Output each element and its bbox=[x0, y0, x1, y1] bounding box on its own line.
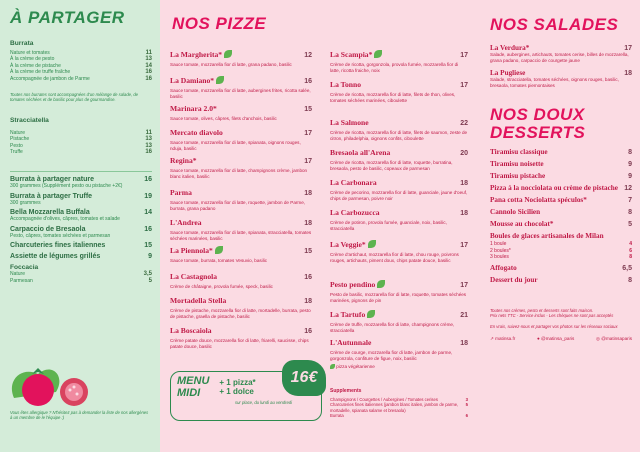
supplements bbox=[330, 388, 468, 419]
pizza-name: La Tonno bbox=[330, 80, 362, 89]
dessert-price: 8 bbox=[628, 276, 632, 284]
dessert-item bbox=[490, 196, 632, 204]
pizza-price: 18 bbox=[460, 180, 468, 187]
pizza-desc: Crème de courge, mozzarella fior di latte, jambon de parme, gorgonzola, confiture de figue, noix, basilic bbox=[330, 350, 453, 361]
pizza-desc: Crème patate douce, mozzarella fior di latte, friarelli, saucisse, chips patate douce, basilic bbox=[170, 338, 309, 349]
pizza-desc: Sauce tomate, mozzarella fior di latte, roquette, jambon de Parme, burrata, grana padano bbox=[170, 200, 306, 211]
pizza-item bbox=[170, 122, 312, 151]
menu-line-price: 14 bbox=[145, 62, 152, 69]
pizza-desc: Crème d'artichaut, mozzarella fior di latte, chou rouge, poivrons rouges, artichauts, piment doux, chips patate douce, basilic bbox=[330, 252, 459, 263]
pizza-desc: Crème de ricotta, mozzarella fior di latte, filets de thon, olives, tomates séchées marinées, ciboulette bbox=[330, 92, 456, 103]
sharing-item bbox=[10, 253, 152, 260]
pizza-name-wrap bbox=[330, 332, 371, 350]
supplement-label: Champignons / Courgettes / Aubergines / Tomates cerises bbox=[330, 397, 438, 402]
sharing-item-name: Charcuteries fines italiennes bbox=[10, 242, 106, 250]
menu-line-label: Parmesan bbox=[10, 277, 33, 284]
menu-line-label: Truffe bbox=[10, 149, 23, 156]
pizza-item bbox=[170, 44, 312, 68]
sharing-item-head bbox=[10, 226, 152, 233]
sharing-item-name: Carpaccio de Bresaola bbox=[10, 225, 86, 233]
pizza-name-wrap bbox=[330, 112, 369, 130]
pizza-item bbox=[330, 304, 468, 333]
pizza-price: 22 bbox=[460, 120, 468, 127]
supplement-line bbox=[330, 413, 468, 418]
dessert-name: Mousse au chocolat* bbox=[490, 220, 554, 229]
pizza-name: La Tartufo bbox=[330, 310, 366, 319]
pizza-head bbox=[330, 44, 468, 62]
right-column bbox=[478, 0, 640, 452]
pizza-head bbox=[330, 304, 468, 322]
website-label: matinsa.fr bbox=[495, 335, 516, 341]
pizza-price: 17 bbox=[460, 242, 468, 249]
leaf-icon bbox=[368, 240, 376, 248]
menu-midi-price-badge: 16€ bbox=[282, 360, 326, 396]
sharing-item bbox=[10, 226, 152, 239]
sharing-item-head bbox=[10, 253, 152, 260]
salad-list bbox=[490, 44, 632, 88]
pizza-item bbox=[170, 98, 312, 122]
supplement-price: 5 bbox=[465, 402, 468, 408]
pizza-head bbox=[170, 44, 312, 62]
pizza-price: 17 bbox=[304, 158, 312, 165]
pizza-head bbox=[170, 122, 312, 140]
dessert-price: 12 bbox=[624, 185, 632, 193]
dessert-tail-list bbox=[490, 264, 632, 284]
pizza-item bbox=[330, 142, 468, 171]
sharing-item bbox=[10, 176, 152, 189]
pizza-price: 16 bbox=[304, 328, 312, 335]
pizza-price: 18 bbox=[304, 220, 312, 227]
supplement-price: 6 bbox=[465, 413, 468, 419]
pizza-name: La Margherita* bbox=[170, 50, 223, 59]
pizza-head bbox=[170, 290, 312, 308]
leaf-icon bbox=[330, 364, 335, 369]
pizza-head bbox=[170, 150, 312, 168]
menu-line-label: Pistache bbox=[10, 136, 30, 143]
pizza-name-wrap bbox=[330, 304, 375, 322]
salad-price: 17 bbox=[624, 45, 632, 52]
veg-legend-label: pizza végétarienne bbox=[336, 364, 375, 369]
pizza-desc: Sauce tomate, burrata, tomates Vesuvio, basilic bbox=[170, 258, 268, 263]
supplements-title: Supplements bbox=[330, 388, 362, 394]
pizza-name-wrap bbox=[170, 44, 232, 62]
menu-line-price: 13 bbox=[145, 142, 152, 149]
pizza-head bbox=[330, 172, 468, 190]
pizza-name: La Carbozucca bbox=[330, 208, 380, 217]
pizza-name-wrap bbox=[330, 142, 390, 160]
pizza-item bbox=[170, 182, 312, 211]
sharing-item-name: Bella Mozzarella Buffala bbox=[10, 209, 90, 217]
instagram-label: @matinsaparis bbox=[601, 335, 632, 341]
pizza-price: 21 bbox=[460, 312, 468, 319]
sharing-item-head bbox=[10, 209, 152, 216]
sharing-item-desc: Pesto, câpres, tomates séchées et parmesan bbox=[10, 232, 111, 239]
pizza-item bbox=[170, 240, 312, 264]
menu-line-label: Accompagnée de jambon de Parme bbox=[10, 75, 90, 82]
menu-line-label: Pesto bbox=[10, 142, 23, 149]
pizza-price: 20 bbox=[460, 150, 468, 157]
supplement-line bbox=[330, 402, 468, 413]
salad-desc: Salade, aubergines, artichauts, tomates cerise, billes de mozzarella, grana padano, carpaccio de courgette jaune bbox=[490, 52, 629, 63]
pizza-name: La Salmone bbox=[330, 118, 369, 127]
dessert-item bbox=[490, 220, 632, 228]
share-note: En vrais, suivez-nous et partager vos photos sur les réseaux sociaux bbox=[490, 324, 618, 330]
pizza-item bbox=[170, 150, 312, 179]
sharing-item-name: Burrata à partager Truffe bbox=[10, 192, 93, 200]
menu-line-price: 13 bbox=[145, 56, 152, 63]
instagram-link[interactable]: ◎ @matinsaparis bbox=[595, 335, 632, 341]
pizza-desc: Sauce tomate, mozzarella fior di latte, spianata, oignons rouges, nduja, basilic bbox=[170, 140, 301, 151]
boule-price: 8 bbox=[629, 254, 632, 261]
pizza-name: La Veggie* bbox=[330, 240, 366, 249]
menu-line-price: 3,5 bbox=[143, 271, 152, 278]
sharing-item-price: 15 bbox=[144, 242, 152, 250]
pizza-name-wrap bbox=[330, 44, 382, 62]
pizza-head bbox=[330, 112, 468, 130]
social-links bbox=[490, 336, 632, 342]
pizza-name: Bresaola all'Arena bbox=[330, 148, 391, 157]
sharing-list bbox=[10, 176, 152, 260]
dessert-item bbox=[490, 264, 632, 272]
menu-midi-dolce: + 1 dolce bbox=[219, 387, 254, 396]
pizza-price: 17 bbox=[460, 282, 468, 289]
menu-line-label: À la crème de truffe fraîche bbox=[10, 69, 71, 76]
sharing-item-desc: Accompagnée d'olives, câpres, tomates et salade bbox=[10, 216, 120, 223]
section-title-desserts-2: DESSERTS bbox=[490, 123, 586, 143]
pizza-price: 15 bbox=[304, 248, 312, 255]
boules-head bbox=[490, 232, 632, 240]
sharing-item-price: 16 bbox=[144, 225, 152, 233]
boules-list bbox=[490, 241, 632, 260]
sharing-item bbox=[10, 193, 152, 206]
pizza-desc: Sauce tomate, olives, câpres, filets d'anchois, basilic bbox=[170, 116, 277, 121]
dessert-name: Pana cotta Nociolatta spéculos* bbox=[490, 196, 587, 205]
pizza-item bbox=[330, 332, 468, 361]
sharing-item-desc: 300 grammes (Supplément pesto ou pistache +2€) bbox=[10, 183, 123, 190]
menu-line-label: Nature bbox=[10, 271, 26, 278]
tomato-illustration bbox=[4, 360, 114, 408]
boule-label: 1 boule bbox=[490, 241, 507, 248]
supplements-list bbox=[330, 397, 468, 419]
pizza-desc: Crème de truffe, mozzarella fior di latte, champignons crème, stracciatella bbox=[330, 322, 455, 333]
pizza-item bbox=[170, 70, 312, 99]
supplement-label: Charcuteries fines italiennes (jambon blanc italien, jambon de parme, mortadelle, spianata salame et bresaola) bbox=[330, 402, 459, 413]
pizza-desc: Crème de ricotta, gorgonzola, provola fumée, mozzarella fior di latte, ricotta fraiche, noix bbox=[330, 62, 459, 73]
pizza-price: 17 bbox=[304, 130, 312, 137]
sharing-item-name: Burrata à partager nature bbox=[10, 176, 95, 184]
pizza-name-wrap bbox=[330, 202, 380, 220]
pizza-item bbox=[330, 172, 468, 201]
left-column bbox=[0, 0, 160, 452]
salad-head bbox=[490, 44, 632, 52]
boule-line bbox=[490, 254, 632, 260]
dessert-price: 9 bbox=[628, 173, 632, 181]
dessert-item bbox=[490, 160, 632, 168]
menu-line bbox=[10, 278, 152, 284]
pizza-name: L'Autunnale bbox=[330, 338, 372, 347]
salad-name: La Verdura* bbox=[490, 44, 530, 52]
pizza-name-wrap bbox=[170, 122, 223, 140]
pizza-name-wrap bbox=[170, 182, 192, 200]
dessert-price: 8 bbox=[628, 209, 632, 217]
pizza-head bbox=[330, 332, 468, 350]
pizza-name: Marinara 2.0* bbox=[170, 104, 217, 113]
burrata-list bbox=[10, 50, 152, 82]
menu-line-label: À la crème de pistache bbox=[10, 62, 61, 69]
menu-line-price: 11 bbox=[145, 129, 152, 136]
pizza-head bbox=[330, 274, 468, 292]
dessert-name: Tiramisu noisette bbox=[490, 160, 544, 169]
pizza-head bbox=[170, 212, 312, 230]
dessert-note-2: Prix nets TTC - Service inclus - Les chèques ne sont pas acceptés bbox=[490, 313, 614, 318]
salad-name: La Pugliese bbox=[490, 69, 526, 78]
pizza-name: La Scampia* bbox=[330, 50, 373, 59]
leaf-icon bbox=[216, 76, 224, 84]
pizza-head bbox=[170, 98, 312, 116]
boules-title: Boules de glaces artisanales de Milan bbox=[490, 232, 604, 241]
pizza-desc: Pesto de basilic, mozzarella fior di latte, roquette, tomates séchées marinées, pignons de pin bbox=[330, 292, 467, 303]
salad-desc: Salade, stracciatella, tomates séchées, oignons rouges, basilic, bresaola, tomates piemontaises bbox=[490, 77, 619, 88]
dessert-name: Tiramisu pistache bbox=[490, 172, 546, 181]
pizza-item bbox=[330, 202, 468, 231]
dessert-name: Pizza à la nocciolata ou crème de pistache bbox=[490, 184, 618, 193]
pizza-name-wrap bbox=[330, 234, 376, 252]
burrata-title: Burrata bbox=[10, 40, 34, 47]
pizza-item bbox=[330, 44, 468, 73]
pizza-item bbox=[170, 290, 312, 319]
website-link[interactable]: ↗ matinsa.fr bbox=[490, 335, 516, 341]
pizza-name: La Damiano* bbox=[170, 76, 215, 85]
sharing-item-head bbox=[10, 242, 152, 249]
pizza-name-wrap bbox=[170, 320, 212, 338]
dessert-name: Cannolo Sicilien bbox=[490, 208, 541, 217]
pizza-desc: Crème de châtaigne, provola fumée, speck, basilic bbox=[170, 284, 273, 289]
sharing-item-price: 9 bbox=[148, 253, 152, 261]
pizza-name: Regina* bbox=[170, 156, 197, 165]
pizza-name-wrap bbox=[170, 266, 217, 284]
divider bbox=[10, 171, 152, 172]
section-title-partager: À PARTAGER bbox=[10, 8, 125, 27]
section-title-pizze: NOS PIZZE bbox=[172, 14, 267, 33]
pizza-head bbox=[170, 182, 312, 200]
pizza-name-wrap bbox=[170, 212, 202, 230]
pizza-item bbox=[170, 212, 312, 241]
pizza-name: Mortadella Stella bbox=[170, 296, 227, 305]
dessert-item bbox=[490, 276, 632, 284]
pizza-name-wrap bbox=[170, 98, 217, 116]
pizza-head bbox=[330, 202, 468, 220]
menu-line-label: À la crème de pesto bbox=[10, 56, 55, 63]
pizza-name-wrap bbox=[170, 240, 223, 258]
pizza-name: L'Andrea bbox=[170, 218, 202, 227]
leaf-icon bbox=[224, 50, 232, 58]
sharing-item-name: Assiette de légumes grillés bbox=[10, 253, 101, 261]
pizza-desc: Crème de pecorino, mozzarella fior di latte, guanciale, jaune d'oeuf, chips de parmesan, poivre noir bbox=[330, 190, 468, 201]
sharing-item-head bbox=[10, 176, 152, 183]
burrata-note: Toutes nos burrates sont accompagnées d'un mélange de salade, de tomates séchées et de basilic pour plus de gourmandise. bbox=[10, 92, 138, 103]
pizza-name-wrap bbox=[330, 74, 361, 92]
pizza-name: Pesto pendino bbox=[330, 280, 376, 289]
pizza-price: 16 bbox=[304, 78, 312, 85]
pizza-head bbox=[170, 320, 312, 338]
menu-line-price: 16 bbox=[145, 69, 152, 76]
pizza-head bbox=[170, 240, 312, 258]
stracciatella-list bbox=[10, 130, 152, 156]
menu-line-price: 13 bbox=[145, 136, 152, 143]
pizza-name: Mercato diavolo bbox=[170, 128, 223, 137]
pizza-price: 18 bbox=[460, 210, 468, 217]
pizza-price: 18 bbox=[460, 340, 468, 347]
sharing-item bbox=[10, 209, 152, 222]
sharing-item-price: 14 bbox=[144, 209, 152, 217]
boule-label: 3 boules bbox=[490, 254, 509, 261]
pizza-desc: Crème de pistache, mozzarella fior di latte, mortadelle, burrata, pesto de pistache, graella de pistache, basilic bbox=[170, 308, 311, 319]
sharing-item-price: 16 bbox=[144, 176, 152, 184]
facebook-link[interactable]: ● @matinsa_paris bbox=[536, 335, 575, 341]
pizza-name: Parma bbox=[170, 188, 192, 197]
pizza-desc: Sauce tomate, mozzarella fior di latte, champignons crème, jambon blanc italien, basilic bbox=[170, 168, 308, 179]
pizza-name-wrap bbox=[330, 172, 377, 190]
salad-price: 18 bbox=[624, 70, 632, 78]
pizza-name: La Carbonara bbox=[330, 178, 377, 187]
menu-midi-title-2: MIDI bbox=[177, 387, 201, 399]
pizza-price: 18 bbox=[304, 190, 312, 197]
pizza-item bbox=[330, 74, 468, 103]
dessert-notes bbox=[490, 308, 632, 319]
section-title-desserts-1: NOS DOUX bbox=[490, 105, 585, 125]
pizza-item bbox=[330, 234, 468, 263]
leaf-icon bbox=[377, 280, 385, 288]
veg-legend bbox=[328, 364, 375, 369]
pizza-item bbox=[170, 266, 312, 290]
menu-line-price: 16 bbox=[145, 149, 152, 156]
menu-line-label: Nature et tomates bbox=[10, 50, 50, 56]
pizza-price: 18 bbox=[304, 298, 312, 305]
dessert-price: 9 bbox=[628, 161, 632, 169]
boule-price: 4 bbox=[629, 241, 632, 248]
dessert-price: 6,5 bbox=[622, 264, 632, 272]
pizza-name: La Boscaiola bbox=[170, 326, 212, 335]
dessert-price: 8 bbox=[628, 149, 632, 157]
sharing-item-desc: 300 grammes bbox=[10, 199, 41, 206]
pizza-desc: Sauce tomate, mozzarella fior di latte, grana padano, basilic bbox=[170, 62, 292, 67]
dessert-item bbox=[490, 172, 632, 180]
menu-line-price: 11 bbox=[145, 50, 152, 56]
menu-line bbox=[10, 149, 152, 155]
pizza-name: La Castagnola bbox=[170, 272, 218, 281]
menu-midi-sub: sur place, du lundi au vendredi bbox=[235, 400, 293, 405]
pizza-desc: Crème de potiron, provola fumée, guanciale, noix, basilic, stracciatella bbox=[330, 220, 447, 231]
salad-item bbox=[490, 69, 632, 88]
leaf-icon bbox=[374, 50, 382, 58]
supplement-price: 3 bbox=[465, 397, 468, 402]
dessert-item bbox=[490, 208, 632, 216]
focaccia-title: Foccacia bbox=[10, 264, 39, 272]
supplement-label: Burrata bbox=[330, 413, 344, 419]
dessert-name: Affogato bbox=[490, 263, 517, 272]
salad-head bbox=[490, 69, 632, 77]
pizza-head bbox=[330, 74, 468, 92]
pizza-head bbox=[330, 142, 468, 160]
section-title-salades: NOS SALADES bbox=[490, 15, 619, 34]
pizza-item bbox=[170, 320, 312, 349]
pizza-name-wrap bbox=[330, 274, 385, 292]
dessert-name: Tiramisu classique bbox=[490, 148, 548, 157]
dessert-price: 5 bbox=[628, 221, 632, 229]
pizza-item bbox=[330, 112, 468, 141]
sharing-item bbox=[10, 242, 152, 249]
pizza-price: 15 bbox=[304, 106, 312, 113]
pizza-price: 17 bbox=[460, 52, 468, 59]
stracciatella-title: Stracciatella bbox=[10, 116, 49, 124]
leaf-icon bbox=[367, 310, 375, 318]
dessert-note-1: Toutes nos crèmes, pesto et desserts sont faits maison. bbox=[490, 307, 594, 313]
dessert-name: Dessert du jour bbox=[490, 275, 538, 284]
dessert-item bbox=[490, 148, 632, 156]
pizza-price: 16 bbox=[304, 274, 312, 281]
dessert-list bbox=[490, 148, 632, 228]
pizza-price: 17 bbox=[460, 82, 468, 89]
pizza-name: La Piennola* bbox=[170, 246, 213, 255]
sharing-item-price: 19 bbox=[144, 192, 152, 200]
sharing-item-head bbox=[10, 193, 152, 200]
salad-item bbox=[490, 44, 632, 63]
boule-price: 6 bbox=[629, 247, 632, 254]
pizza-desc: Sauce tomate, mozzarella fior di latte, spianata, stracciatella, tomates séchées marinées, basilic bbox=[170, 230, 312, 241]
menu-midi-pizza: + 1 pizza* bbox=[219, 378, 256, 387]
pizza-desc: Crème de ricotta, mozzarella fior di latte, roquette, burratina, bresaola, pesto de basilic, copeaux de parmesan bbox=[330, 160, 453, 171]
pizza-desc: Sauce tomate, mozzarella fior di latte, aubergines frites, ricotta salée, basilic bbox=[170, 88, 311, 99]
pizza-head bbox=[330, 234, 468, 252]
boule-label: 2 boules* bbox=[490, 247, 511, 254]
pizza-item bbox=[330, 274, 468, 303]
pizza-head bbox=[170, 266, 312, 284]
menu-line-price: 5 bbox=[148, 277, 152, 284]
menu-line-price: 16 bbox=[145, 75, 152, 82]
dessert-item bbox=[490, 184, 632, 192]
menu-line bbox=[10, 76, 152, 82]
dessert-price: 7 bbox=[628, 197, 632, 205]
pizza-name-wrap bbox=[170, 70, 224, 88]
pizza-name-wrap bbox=[170, 290, 226, 308]
pizza-name-wrap bbox=[170, 150, 197, 168]
leaf-icon bbox=[215, 246, 223, 254]
menu-line-label: Nature bbox=[10, 129, 26, 136]
facebook-label: @matinsa_paris bbox=[541, 335, 575, 341]
allergen-note: Vous êtes allergique ? N'hésitez pas à demander la liste de nos allergènes à un membre de le l'équipe :) bbox=[10, 410, 149, 421]
pizza-head bbox=[170, 70, 312, 88]
pizza-desc: Crème de ricotta, mozzarella fior di latte, filets de saumon, zeste de citron, philadelphia, oignons confits, ciboulette bbox=[330, 130, 468, 141]
menu-midi-title-1: MENU bbox=[177, 375, 210, 387]
pizza-price: 12 bbox=[304, 52, 312, 59]
focaccia-list bbox=[10, 271, 152, 284]
